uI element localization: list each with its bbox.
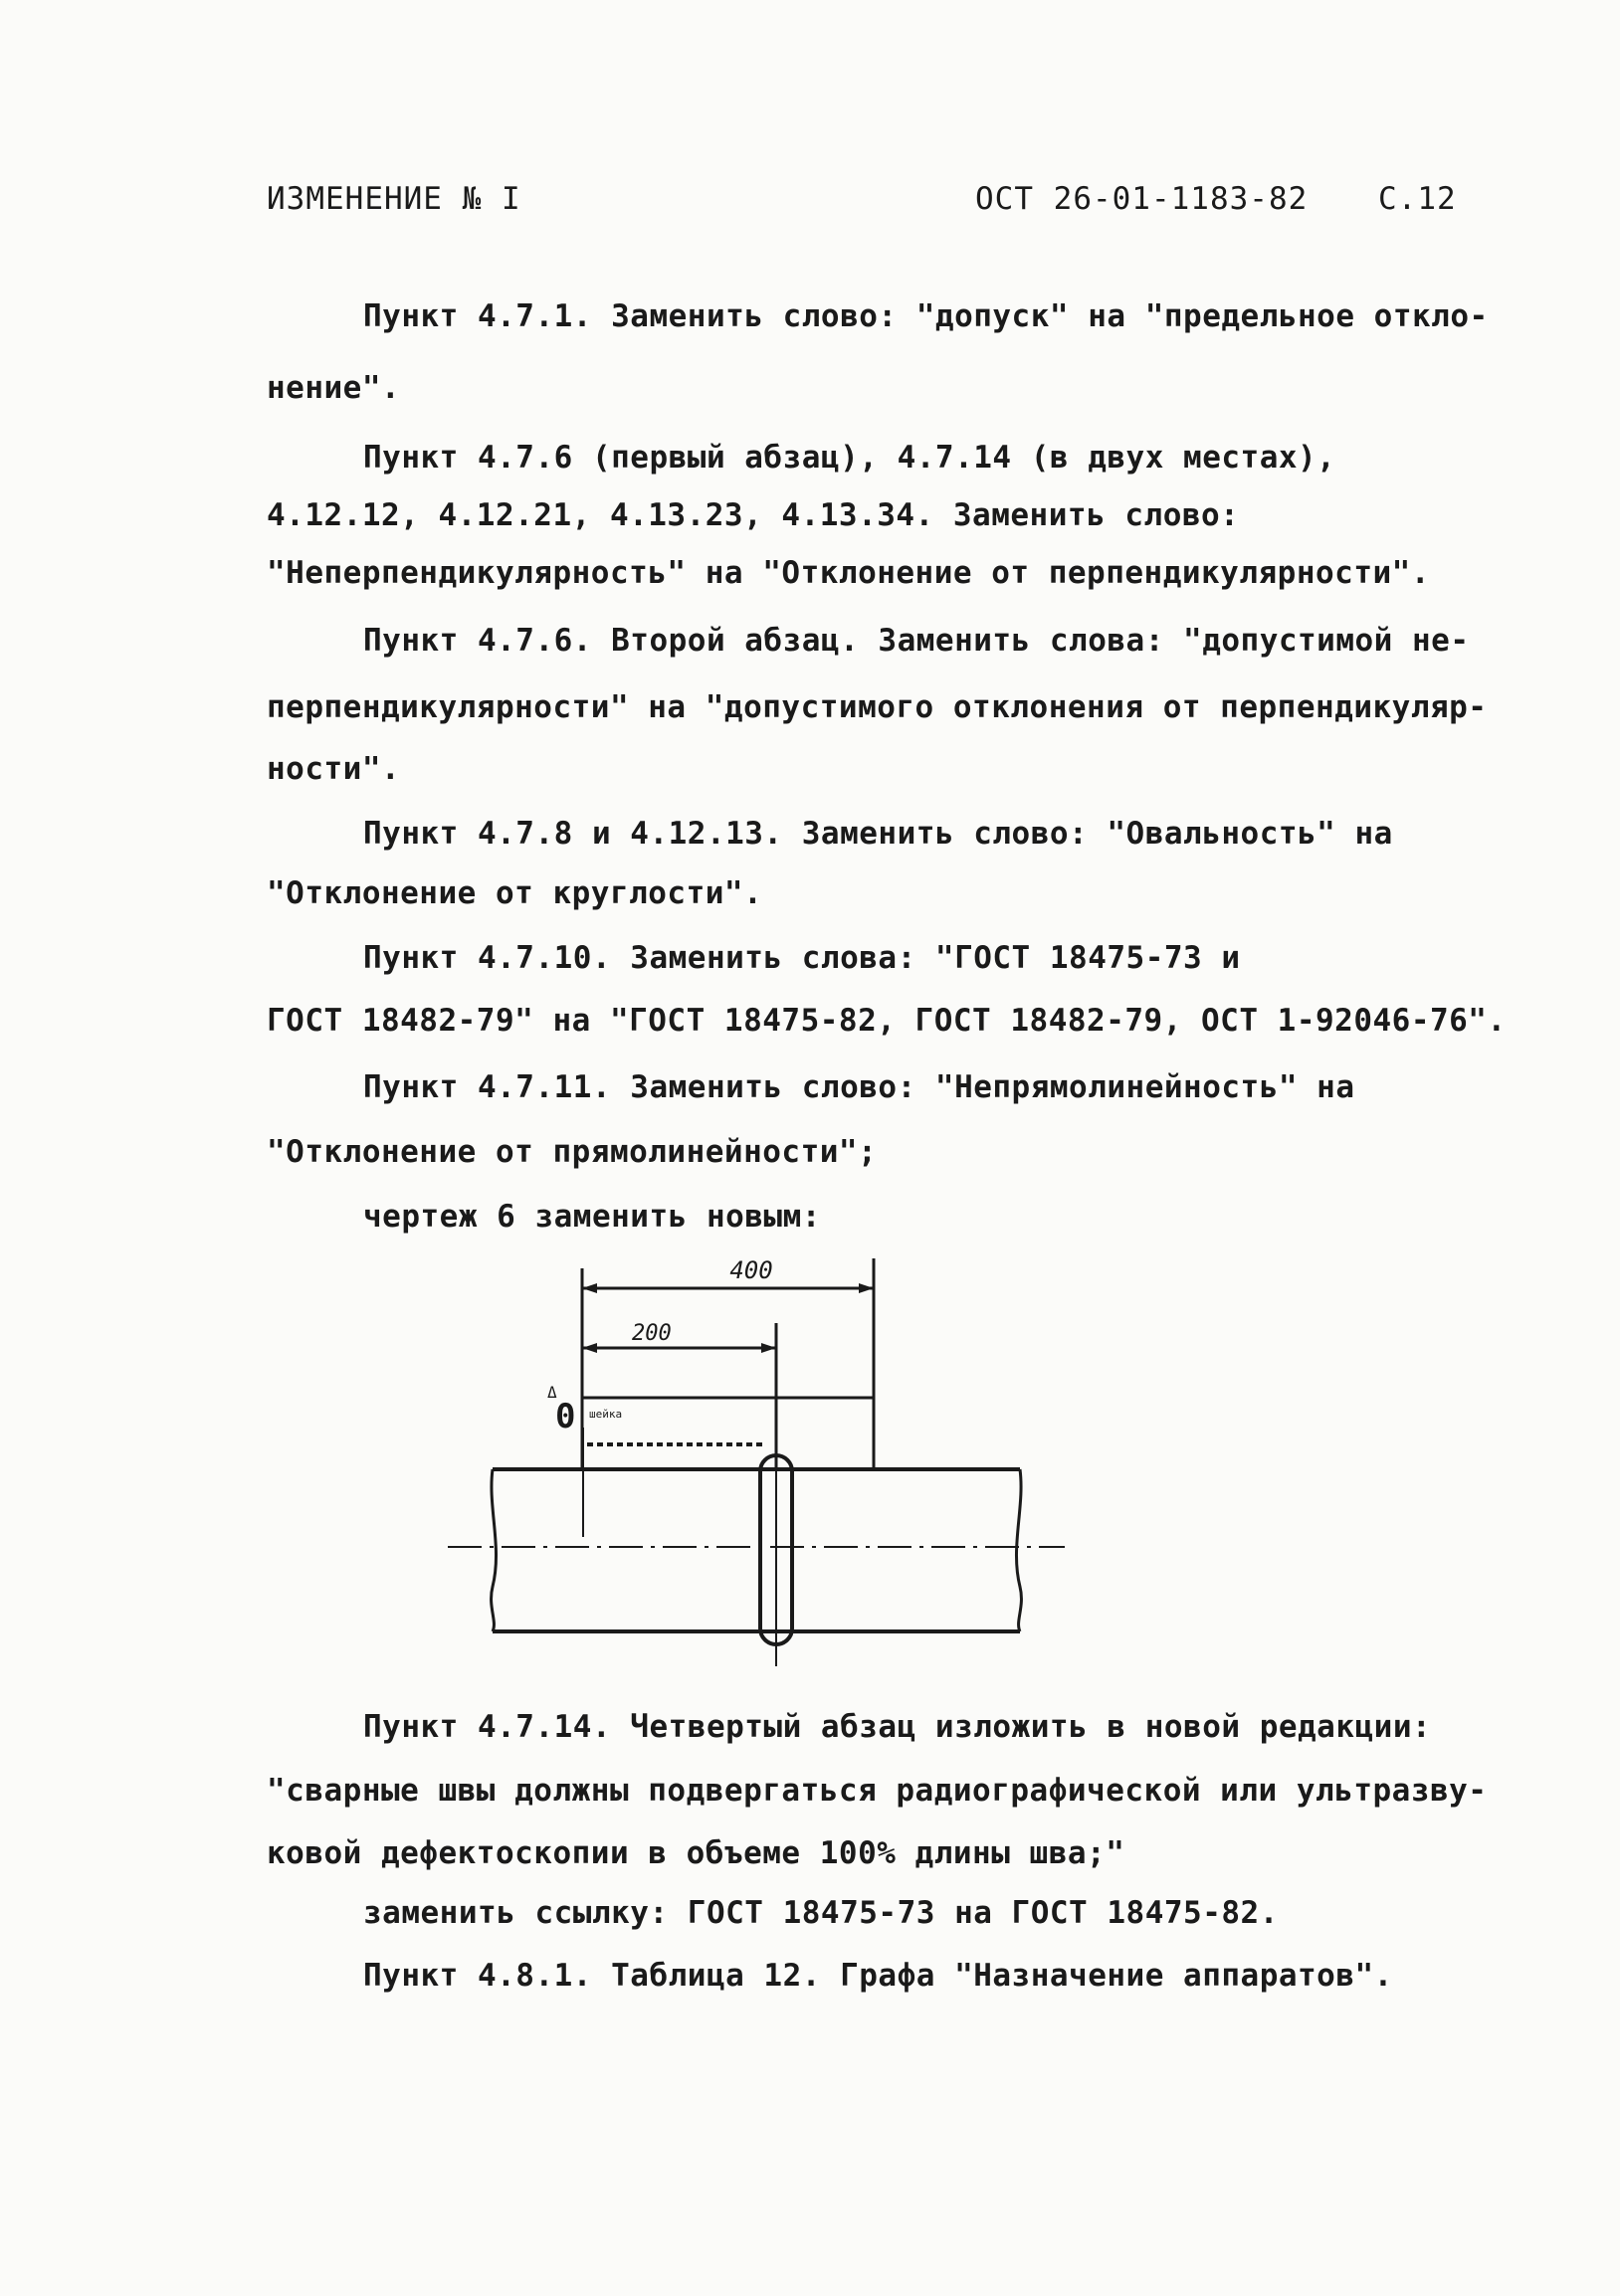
text-line: ГОСТ 18482-79" на "ГОСТ 18475-82, ГОСТ 18482-79, ОСТ 1-92046-76".: [267, 1003, 1507, 1039]
small-label: шейка: [589, 1408, 623, 1421]
text-line: Пункт 4.7.11. Заменить слово: "Непрямолинейность" на: [363, 1069, 1355, 1105]
text-line: Пункт 4.7.6. Второй абзац. Заменить слова: "допустимой не-: [363, 623, 1470, 659]
delta-marker: Δ: [547, 1383, 557, 1402]
text-line: Пункт 4.7.8 и 4.12.13. Заменить слово: "Овальность" на: [363, 816, 1393, 852]
arrowhead: [859, 1283, 874, 1293]
break-line-left: [492, 1469, 497, 1631]
text-line: чертеж 6 заменить новым:: [363, 1199, 821, 1235]
text-line: Пункт 4.7.1. Заменить слово: "допуск" на "предельное откло-: [363, 298, 1489, 334]
text-line: заменить ссылку: ГОСТ 18475-73 на ГОСТ 18475-82.: [363, 1895, 1279, 1931]
text-line: перпендикулярности" на "допустимого отклонения от перпендикуляр-: [267, 689, 1488, 725]
page-number: С.12: [1378, 181, 1457, 217]
dimension-outer: 400: [729, 1256, 773, 1284]
text-line: Пункт 4.7.10. Заменить слова: "ГОСТ 18475-73 и: [363, 940, 1241, 976]
text-line: нение".: [267, 370, 401, 406]
text-line: "Отклонение от круглости".: [267, 875, 763, 911]
standard-number: ОСТ 26-01-1183-82: [975, 181, 1309, 217]
text-line: ности".: [267, 751, 401, 787]
arrowhead: [582, 1343, 597, 1353]
drawing-6: [448, 1248, 1065, 1676]
zero-marker: 0: [555, 1397, 576, 1436]
text-line: ковой дефектоскопии в объеме 100% длины шва;": [267, 1835, 1125, 1871]
text-line: Пункт 4.8.1. Таблица 12. Графа "Назначение аппаратов".: [363, 1958, 1393, 1994]
text-line: "сварные швы должны подвергаться радиографической или ультразву-: [267, 1773, 1488, 1809]
text-line: Пункт 4.7.14. Четвертый абзац изложить в новой редакции:: [363, 1709, 1432, 1745]
dimension-inner: 200: [632, 1321, 672, 1346]
arrowhead: [582, 1283, 597, 1293]
arrowhead: [761, 1343, 776, 1353]
text-line: "Неперпендикулярность" на "Отклонение от перпендикулярности".: [267, 555, 1430, 591]
text-line: 4.12.12, 4.12.21, 4.13.23, 4.13.34. Заменить слово:: [267, 497, 1240, 533]
change-number: ИЗМЕНЕНИЕ № I: [267, 181, 521, 217]
text-line: "Отклонение от прямолинейности";: [267, 1134, 878, 1170]
text-line: Пункт 4.7.6 (первый абзац), 4.7.14 (в двух местах),: [363, 440, 1336, 476]
break-line-right: [1016, 1469, 1021, 1631]
